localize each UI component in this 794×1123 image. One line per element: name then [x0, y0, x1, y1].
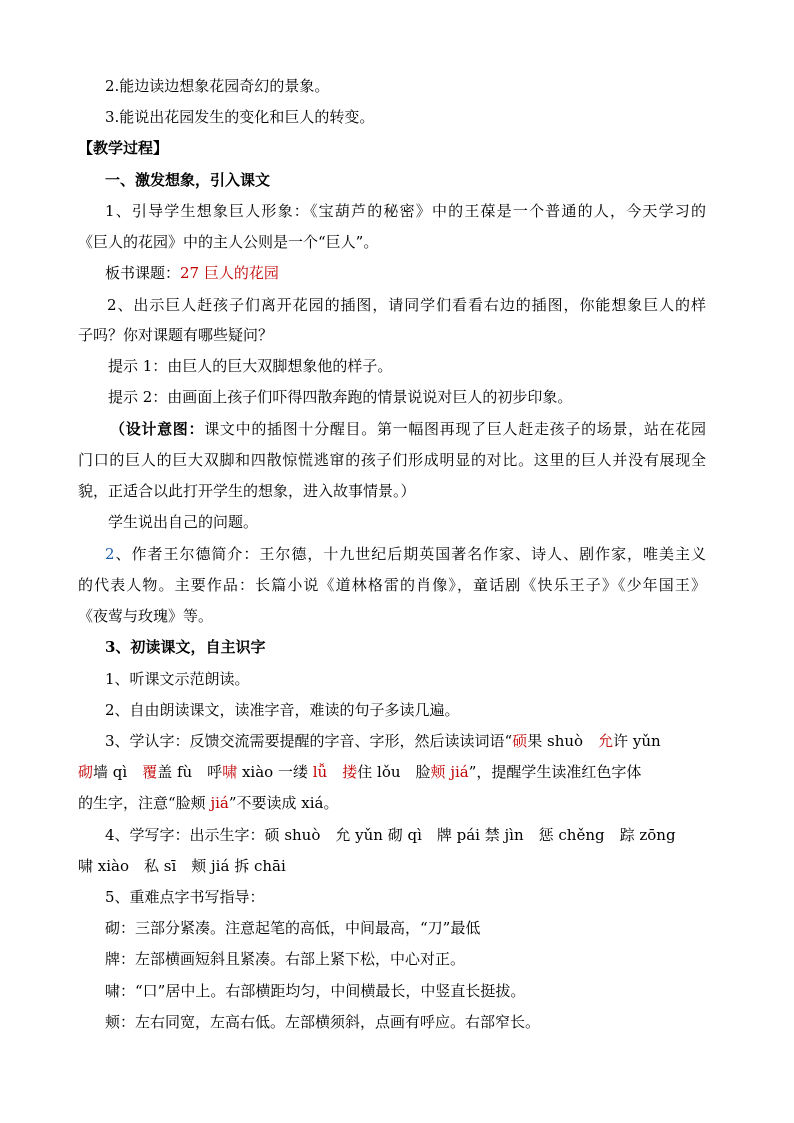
design-intent-line-3: 貌，正适合以此打开学生的想象，进入故事情景。） [78, 482, 416, 500]
author-line-3: 《夜莺与玫瑰》等。 [78, 607, 214, 625]
red-pinyin-jia: jiá [450, 763, 469, 781]
author-line-1: 2、作者王尔德简介：王尔德，十九世纪后期英国著名作家、诗人、剧作家，唯美主义 [105, 545, 706, 563]
step-3-5: 5、重难点字书写指导： [105, 888, 265, 906]
author-line-2: 的代表人物。主要作品：长篇小说《道林格雷的肖像》，童话剧《快乐王子》《少年国王》 [78, 576, 706, 594]
step-3-3-line-3: 的生字，注意“脸颊 jiá”不要读成 xiá。 [78, 794, 339, 812]
red-char-jia: 颊 [430, 763, 446, 781]
paragraph-2-line-1: 2、出示巨人赶孩子们离开花园的插图，请同学们看看右边的插图，你能想象巨人的样 [107, 296, 706, 314]
writing-guide-pai: 牌：左部横画短斜且紧凑。右部上紧下松，中心对正。 [105, 950, 466, 968]
red-char-lou: 搂 [342, 763, 358, 781]
design-intent-line-2: 门口的巨人的巨大双脚和四散惊慌逃窜的孩子们形成明显的对比。这里的巨人并没有展现全 [78, 451, 706, 469]
writing-guide-xiao: 啸：“口”居中上。右部横距均匀，中间横最长，中竖直长挺拔。 [105, 982, 526, 1000]
writing-guide-jia: 颊：左右同宽，左高右低。左部横须斜，点画有呼应。右部窄长。 [105, 1013, 541, 1031]
section-heading: 【教学过程】 [78, 139, 169, 157]
design-intent-line-1: （设计意图：课文中的插图十分醒目。第一幅图再现了巨人赶走孩子的场景，站在花园 [110, 420, 706, 438]
student-questions: 学生说出自己的问题。 [108, 513, 259, 531]
paragraph-2-line-2: 子吗？你对课题有哪些疑问？ [78, 326, 274, 344]
red-pinyin-jia-2: jiá [210, 794, 229, 812]
red-pinyin-lv: lǚ [312, 763, 328, 781]
board-title-line [0, 263, 794, 283]
red-char-shuo: 硕 [512, 732, 528, 750]
step-3-3-line-1: 3、学认字：反馈交流需要提醒的字音、字形，然后读读词语“硕果 shuò 允许 yǔn [105, 732, 661, 750]
design-intent-label: （设计意图： [110, 420, 205, 438]
heading-step-1: 一、激发想象，引入课文 [105, 171, 271, 189]
hint-2: 提示 2：由画面上孩子们吓得四散奔跑的情景说说对巨人的初步印象。 [108, 388, 573, 406]
step-3-3-line-2: 砌墙 qì 覆盖 fù 呼啸 xiào 一缕 lǚ 搂住 lǒu 脸颊 jiá”，提醒学生读准红色字体 [78, 763, 642, 781]
board-title-label: 板书课题： [105, 264, 181, 282]
red-char-qi: 砌 [78, 763, 94, 781]
red-char-fu: 覆 [142, 763, 158, 781]
author-number: 2 [105, 545, 115, 563]
hint-1: 提示 1：由巨人的巨大双脚想象他的样子。 [108, 357, 393, 375]
step-3-1: 1、听课文示范朗读。 [105, 670, 250, 688]
step-3-4-line-2: 啸 xiào 私 sī 颊 jiá 拆 chāi [78, 857, 286, 875]
red-char-xiao: 啸 [222, 763, 238, 781]
red-char-yun: 允 [598, 732, 614, 750]
objective-2: 2.能边读边想象花园奇幻的景象。 [105, 77, 330, 95]
writing-guide-qi: 砌：三部分紧凑。注意起笔的高低，中间最高，“刀”最低 [105, 919, 481, 937]
paragraph-1-line-1: 1、引导学生想象巨人形象：《宝葫芦的秘密》中的王葆是一个普通的人，今天学习的 [105, 202, 706, 220]
step-3-4-line-1: 4、学写字：出示生字：硕 shuò 允 yǔn 砌 qì 牌 pái 禁 jìn 惩 chěng 踪 zōng [105, 826, 676, 844]
step-3-2: 2、自由朗读课文，读准字音，难读的句子多读几遍。 [105, 701, 460, 719]
objective-3: 3.能说出花园发生的变化和巨人的转变。 [105, 108, 375, 126]
board-title-text: 27 巨人的花园 [180, 264, 279, 282]
heading-step-3: 3、初读课文，自主识字 [105, 638, 266, 656]
paragraph-1-line-2: 《巨人的花园》中的主人公则是一个“巨人”。 [78, 233, 379, 251]
